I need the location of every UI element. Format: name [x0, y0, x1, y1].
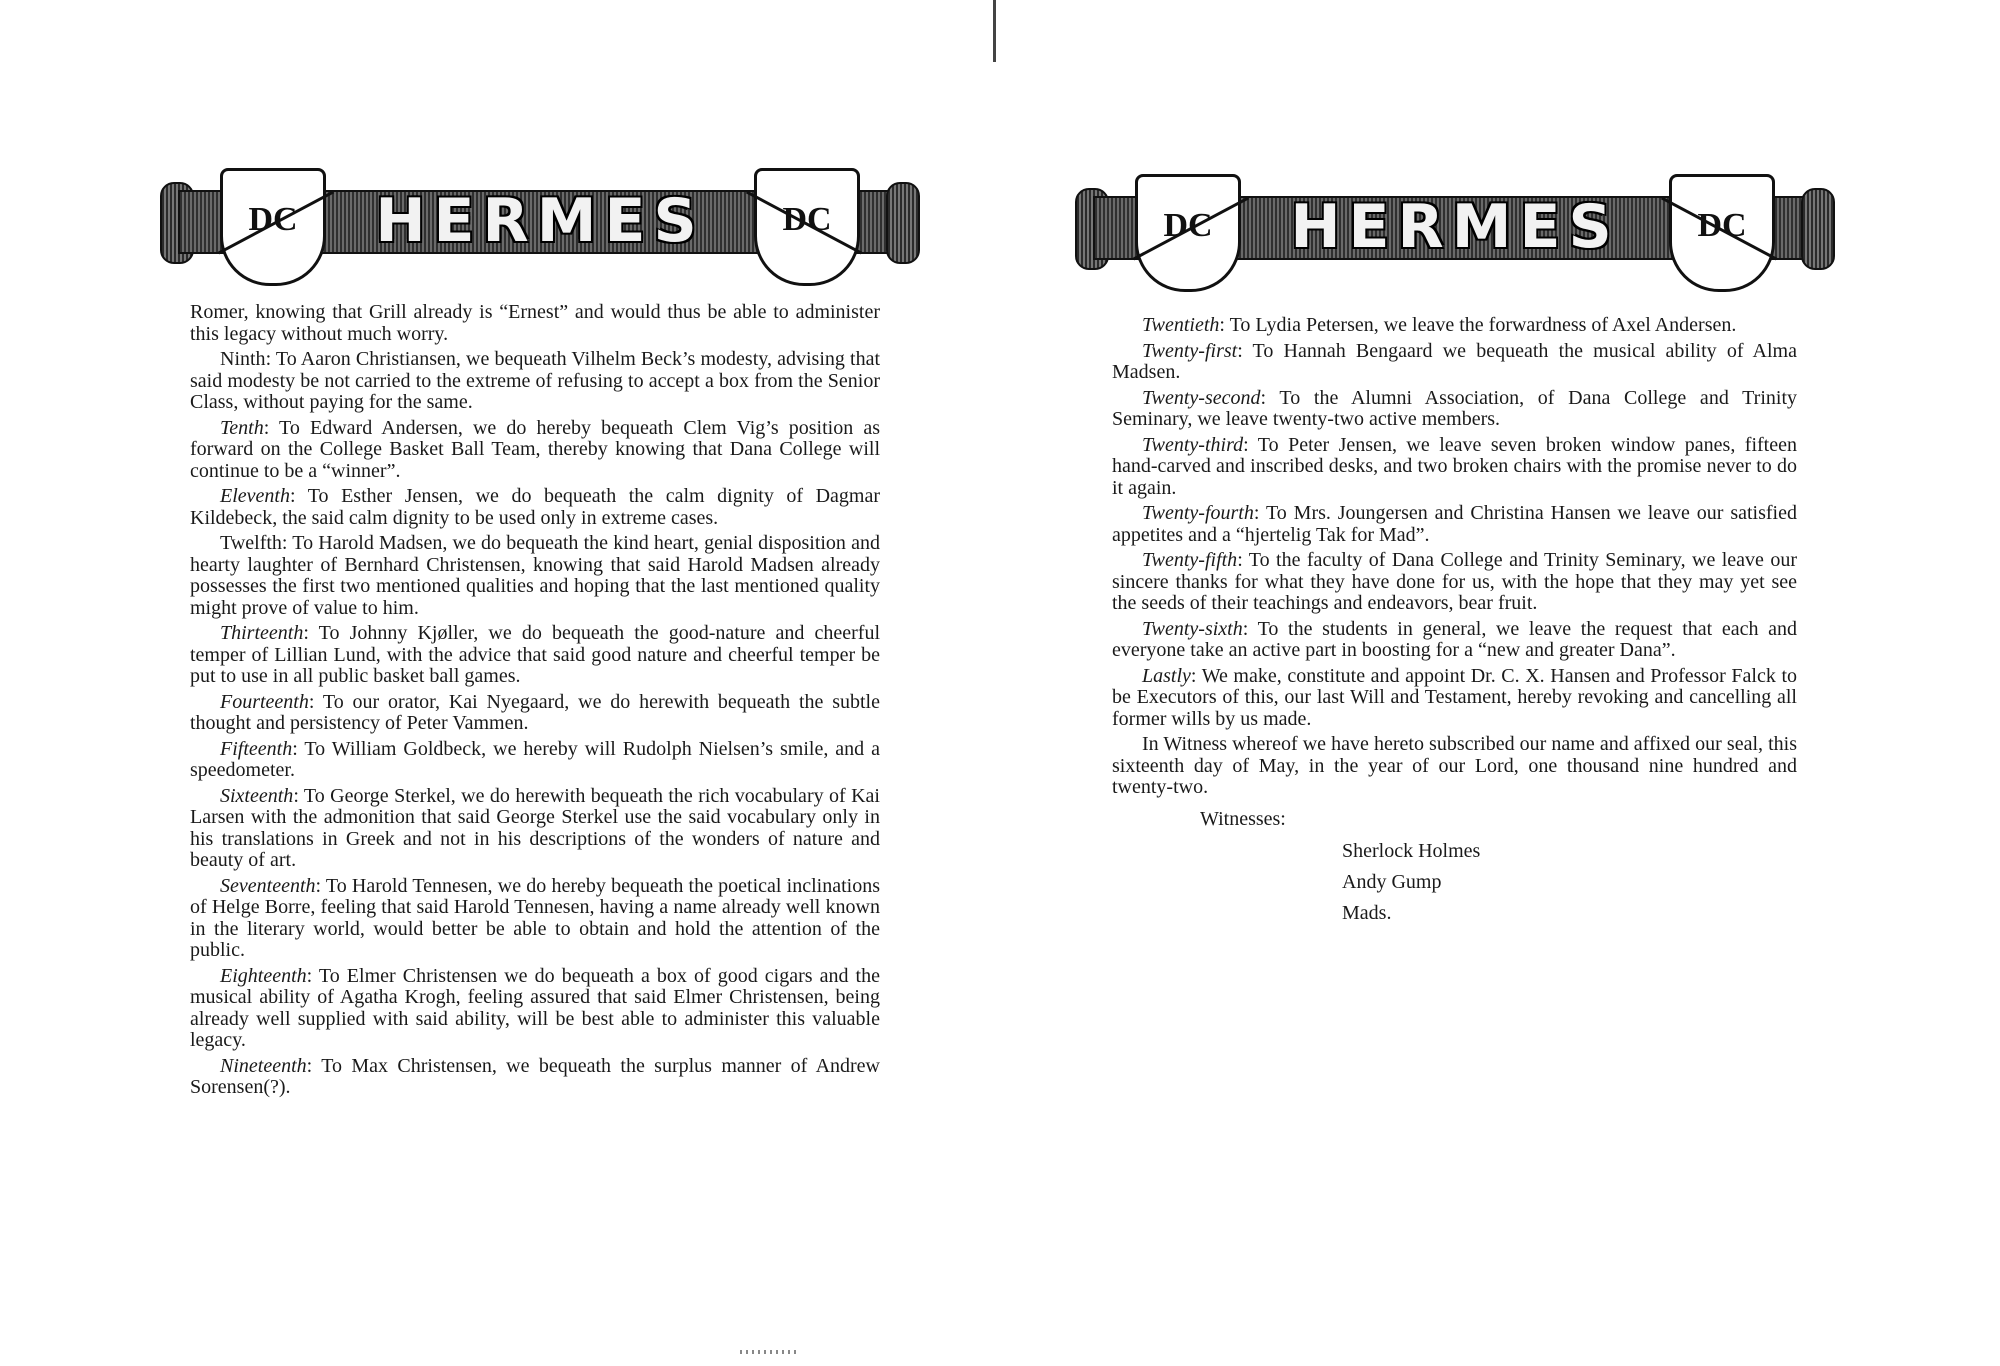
paragraph-text: Romer, knowing that Grill already is “Ernest” and would thus be able to administer this legacy without much worry.: [190, 301, 880, 345]
will-paragraph: [190, 486, 880, 529]
paragraph-text: : We make, constitute and appoint Dr. C. X. Hansen and Professor Falck to be Executors of this, our last Will and Testament, hereby revoking and cancelling all former wills by us made.: [1112, 664, 1797, 730]
paragraph-text: : To Lydia Petersen, we leave the forwardness of Axel Andersen.: [1219, 314, 1737, 336]
paragraph-text: : To Aaron Christiansen, we bequeath Vilhelm Beck’s modesty, advising that said modesty be not carried to the extreme of refusing to accept a box from the Senior Class, without paying for the same.: [190, 348, 880, 413]
right-page: [1000, 0, 2000, 1366]
hermes-banner: [160, 168, 920, 286]
witness-name: Mads.: [1342, 902, 1392, 924]
paragraph-text: : To Harold Madsen, we do bequeath the kind heart, genial disposition and hearty laughter of Bernhard Christensen, knowing that said Harold Madsen already possesses the first two mentioned qualities and hoping that the last mentioned quality might prove of value to him.: [190, 532, 880, 619]
dc-shield-emblem: [1669, 174, 1775, 292]
will-paragraph: [1112, 388, 1797, 431]
will-paragraph: [190, 876, 880, 962]
will-paragraph: [1112, 435, 1797, 500]
will-paragraph: [1112, 341, 1797, 384]
will-paragraph: [190, 786, 880, 872]
will-paragraph: [190, 623, 880, 688]
paragraph-ordinal: Thirteenth: [220, 622, 304, 644]
will-paragraph: [190, 966, 880, 1052]
will-paragraph: [190, 302, 880, 345]
scroll-end-right: [1801, 188, 1835, 270]
left-text-column: [190, 302, 880, 1103]
banner-title: HERMES: [1290, 192, 1620, 262]
will-paragraph: [190, 349, 880, 414]
paragraph-text: : To the faculty of Dana College and Trinity Seminary, we leave our sincere thanks for what they have done for us, with the hope that they may yet see the seeds of their teachings and endeavors, bear fruit.: [1112, 549, 1797, 614]
paragraph-ordinal: Eleventh: [220, 485, 290, 507]
paragraph-ordinal: Twenty-fourth: [1142, 502, 1254, 524]
paragraph-text: : To Harold Tennesen, we do hereby bequeath the poetical inclinations of Helge Borre, feeling that said Harold Tennesen, having a name already well known in the literary world, would better be able to obtain and hold the attention of the public.: [190, 874, 880, 961]
scroll-end-right: [886, 182, 920, 264]
paragraph-ordinal: Tenth: [220, 416, 264, 439]
paragraph-text: : To Esther Jensen, we do bequeath the calm dignity of Dagmar Kildebeck, the said calm dignity to be used only in extreme cases.: [190, 485, 880, 529]
paragraph-ordinal: Nineteenth: [220, 1054, 307, 1077]
shield-monogram: DC: [782, 201, 832, 238]
paragraph-ordinal: Sixteenth: [220, 784, 294, 807]
paragraph-text: : To Hannah Bengaard we bequeath the musical ability of Alma Madsen.: [1112, 339, 1797, 383]
dc-shield-emblem: [754, 168, 860, 286]
shield-monogram: DC: [1163, 207, 1213, 244]
scan-specks: [740, 1350, 800, 1354]
will-paragraph: [1112, 550, 1797, 615]
paragraph-text: : To the students in general, we leave the request that each and everyone take an active part in boosting for a “new and greater Dana”.: [1112, 617, 1797, 661]
will-paragraph: [190, 692, 880, 735]
will-paragraph: [1112, 503, 1797, 546]
paragraph-ordinal: Twenty-third: [1142, 433, 1244, 456]
paragraph-text: : To Edward Andersen, we do hereby bequeath Clem Vig’s position as forward on the College Basket Ball Team, thereby knowing that Dana College will continue to be a “winner”.: [190, 416, 880, 482]
will-paragraph: [190, 533, 880, 619]
paragraph-ordinal: Twenty-fifth: [1142, 549, 1238, 571]
dc-shield-emblem: [1135, 174, 1241, 292]
will-paragraph: [190, 1056, 880, 1099]
will-paragraph: [1112, 315, 1797, 337]
witnesses-label: Witnesses:: [1200, 807, 1286, 830]
dc-shield-emblem: [220, 168, 326, 286]
shield-monogram: DC: [1697, 207, 1747, 244]
paragraph-text: : To Peter Jensen, we leave seven broken window panes, fifteen hand-carved and inscribed desks, and two broken chairs with the promise never to do it again.: [1112, 433, 1797, 499]
paragraph-ordinal: Ninth: [220, 348, 266, 370]
paragraph-ordinal: Fifteenth: [220, 737, 293, 760]
will-paragraph: [1112, 666, 1797, 731]
paragraph-text: : To our orator, Kai Nyegaard, we do herewith bequeath the subtle thought and persistency of Peter Vammen.: [190, 690, 880, 734]
paragraph-ordinal: Twenty-sixth: [1142, 617, 1243, 640]
will-paragraph: [1112, 734, 1797, 799]
witnesses-block: [1112, 809, 1797, 927]
paragraph-ordinal: Eighteenth: [220, 964, 307, 987]
paragraph-ordinal: Twenty-second: [1142, 386, 1261, 409]
paragraph-ordinal: Fourteenth: [220, 690, 309, 713]
paragraph-text: : To the Alumni Association, of Dana College and Trinity Seminary, we leave twenty-two active members.: [1112, 386, 1797, 430]
will-paragraph: [190, 418, 880, 483]
paragraph-text: In Witness whereof we have hereto subscribed our name and affixed our seal, this sixteenth day of May, in the year of our Lord, one thousand nine hundred and twenty-two.: [1112, 733, 1797, 798]
paragraph-ordinal: Lastly: [1142, 664, 1191, 687]
right-text-column: [1112, 315, 1797, 931]
banner-title: HERMES: [375, 186, 705, 256]
witness-name: Andy Gump: [1342, 871, 1442, 893]
left-page: [0, 0, 995, 1366]
shield-monogram: DC: [248, 201, 298, 238]
hermes-banner: [1075, 174, 1835, 292]
paragraph-text: : To Elmer Christensen we do bequeath a box of good cigars and the musical ability of Agatha Krogh, feeling assured that said Elmer Christensen, being already well supplied with said ability, will be best able to administer this valuable legacy.: [190, 964, 880, 1051]
paragraph-ordinal: Twentieth: [1142, 314, 1220, 336]
paragraph-text: : To Max Christensen, we bequeath the surplus manner of Andrew Sorensen(?).: [190, 1054, 880, 1098]
paragraph-ordinal: Twenty-first: [1142, 339, 1238, 362]
will-paragraph: [190, 739, 880, 782]
paragraph-text: : To William Goldbeck, we hereby will Rudolph Nielsen’s smile, and a speedometer.: [190, 737, 880, 781]
paragraph-text: : To George Sterkel, we do herewith bequeath the rich vocabulary of Kai Larsen with the admonition that said George Sterkel use the said vocabulary only in his translations in Greek and not in his descriptions of the wonders of nature and beauty of art.: [190, 784, 880, 871]
paragraph-text: : To Johnny Kjøller, we do bequeath the good-nature and cheerful temper of Lillian Lund, with the advice that said good nature and cheerful temper be put to use in all public basket ball games.: [190, 622, 880, 687]
paragraph-ordinal: Seventeenth: [220, 874, 316, 897]
paragraph-text: : To Mrs. Joungersen and Christina Hansen we leave our satisfied appetites and a “hjertelig Tak for Mad”.: [1112, 502, 1797, 546]
paragraph-ordinal: Twelfth: [220, 532, 282, 554]
witness-name: Sherlock Holmes: [1342, 840, 1481, 862]
will-paragraph: [1112, 619, 1797, 662]
